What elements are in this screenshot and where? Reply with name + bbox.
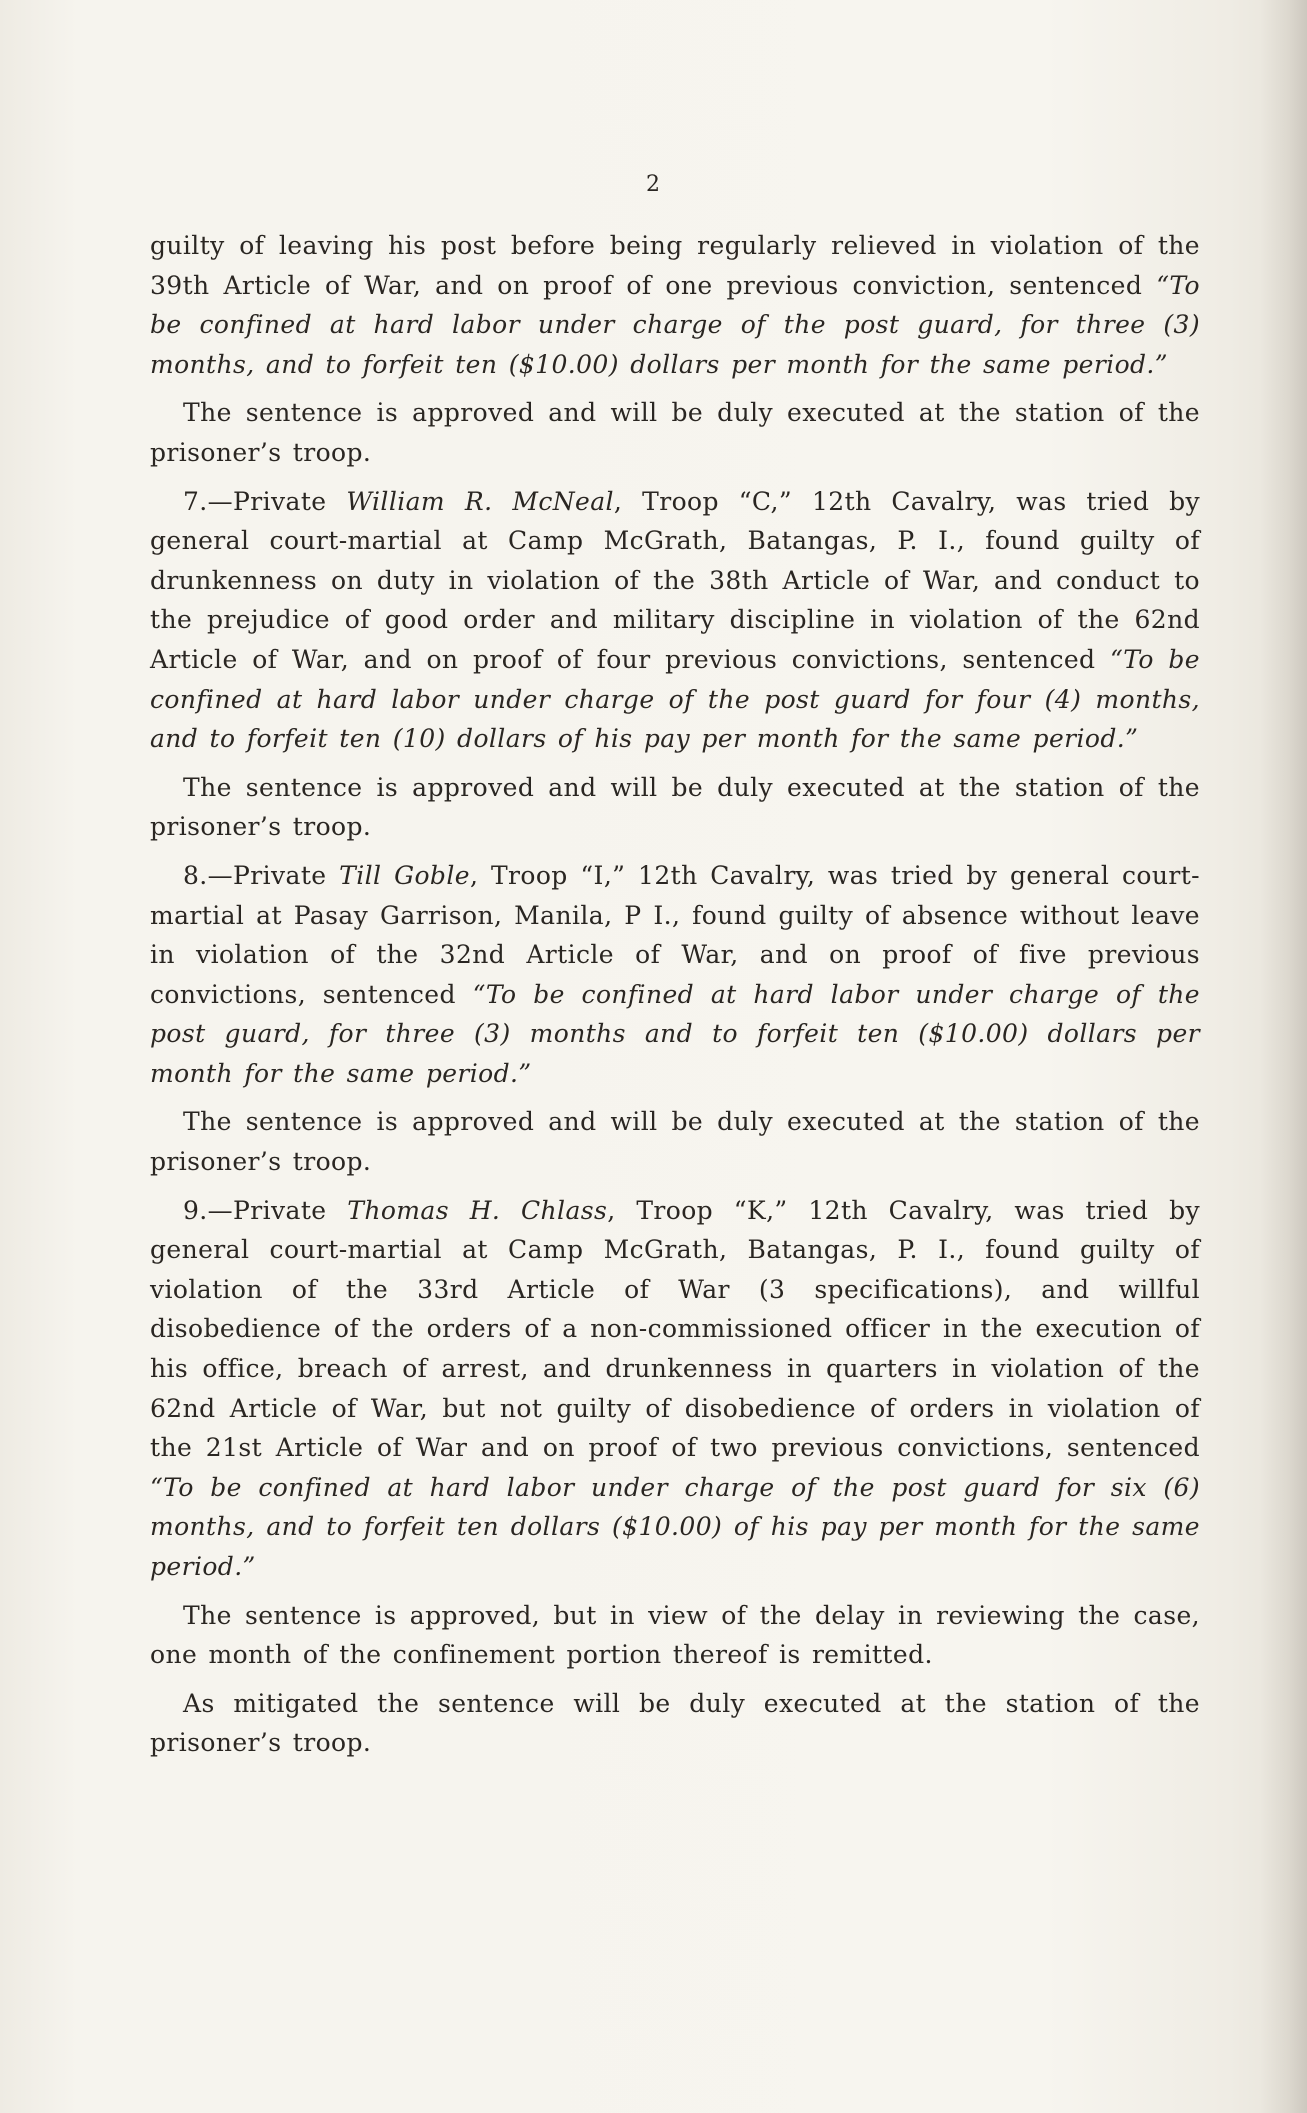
page-edge-shadow <box>1259 0 1307 2113</box>
paragraph-approval: The sentence is approved and will be duly executed at the station of the prisoner’s troop. <box>150 772 1200 842</box>
paragraph-case-8 <box>150 856 1200 1094</box>
body-text <box>150 226 1200 1772</box>
paragraph-text: , Troop “K,” 12th Cavalry, was tried by general court-martial at Camp McGrath, Batangas, P. I., found guilty of violation of the 33rd Article of War (3 specifications), and willful disobedience of the orders of a non-commissioned officer in the execution of his office, breach of arrest, and drunkenness in quarters in violation of the 62nd Article of War, but not guilty of disobedience of orders in violation of the 21st Article of War and on proof of two previous convictions, sentenced <box>150 1195 1200 1463</box>
case-number: 7.—Private <box>183 486 347 516</box>
paragraph-approval: The sentence is approved, but in view of the delay in reviewing the case, one month of the confinement portion thereof is remitted. <box>150 1600 1200 1670</box>
soldier-name: Thomas H. Chlass <box>347 1195 608 1225</box>
paragraph-text: , Troop “C,” 12th Cavalry, was tried by general court-martial at Camp McGrath, Batangas, P. I., found guilty of drunkenness on duty in violation of the 38th Article of War, and conduct to the prejudice of good order and military discipline in violation of the 62nd Article of War, and on proof of four previous convictions, sentenced <box>150 486 1201 674</box>
paragraph-approval: The sentence is approved and will be duly executed at the station of the prisoner’s troop. <box>150 398 1200 467</box>
sentence-quote: “To be confined at hard labor under charge of the post guard for four (4) months, and to forfeit ten (10) dollars of his pay per month for the same period.” <box>150 644 1200 754</box>
paragraph-approval: The sentence is approved and will be duly executed at the station of the prisoner’s troop. <box>150 1107 1200 1177</box>
sentence-quote: “To be confined at hard labor under charge of the post guard, for three (3) months, and to forfeit ten ($10.00) dollars per month for the same period.” <box>150 270 1200 379</box>
soldier-name: William R. McNeal <box>346 486 614 516</box>
paragraph-text: , Troop “I,” 12th Cavalry, was tried by general court-martial at Pasay Garrison, Manila, P I., found guilty of absence without leave in violation of the 32nd Article of War, and on proof of five previous convictions, sentenced <box>150 860 1200 1009</box>
paragraph-text: guilty of leaving his post before being regularly relieved in violation of the 39th Article of War, and on proof of one previous conviction, sentenced <box>150 231 1200 300</box>
case-number: 9.—Private <box>183 1195 348 1225</box>
sentence-quote: “To be confined at hard labor under charge of the post guard for six (6) months, and to forfeit ten dollars ($10.00) of his pay per month for the same period.” <box>150 1472 1200 1581</box>
case-number: 8.—Private <box>183 860 340 890</box>
page-number: 2 <box>646 172 661 197</box>
paragraph-mitigation: As mitigated the sentence will be duly executed at the station of the prisoner’s troop. <box>150 1688 1200 1758</box>
paragraph-continuation <box>150 226 1200 384</box>
paragraph-case-9 <box>150 1191 1200 1587</box>
sentence-quote: “To be confined at hard labor under charge of the post guard, for three (3) months and to forfeit ten ($10.00) dollars per month for the same period.” <box>150 979 1200 1088</box>
soldier-name: Till Goble <box>339 860 470 890</box>
paragraph-case-7 <box>150 482 1200 759</box>
